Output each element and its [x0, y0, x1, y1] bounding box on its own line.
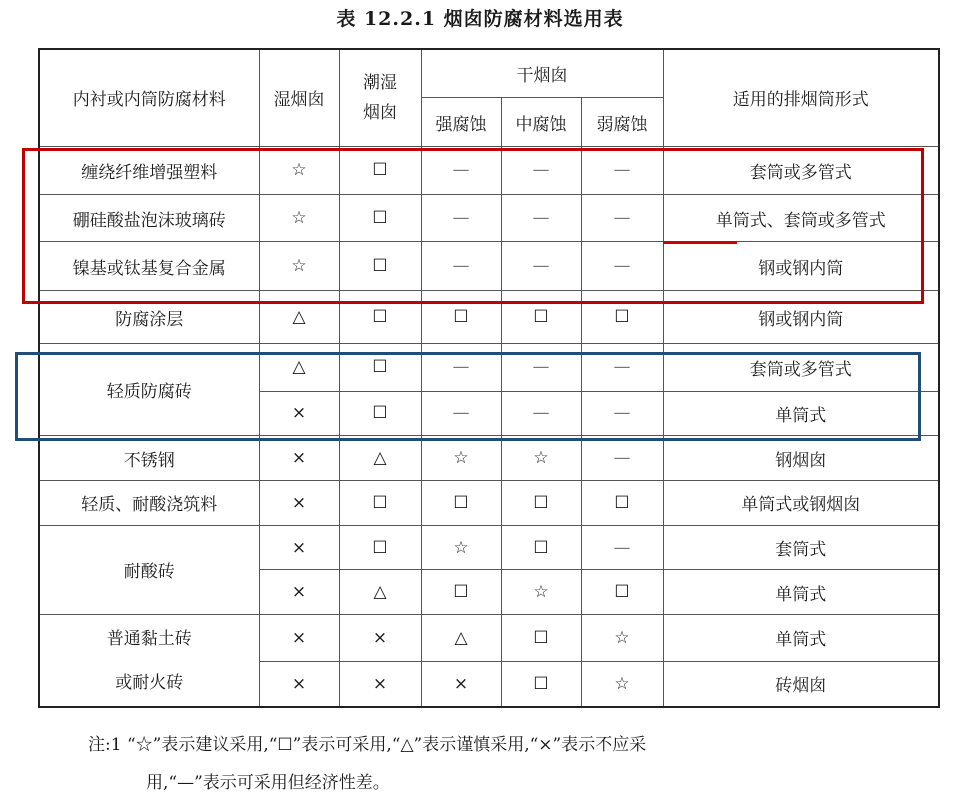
header-form: 适用的排烟筒形式: [663, 49, 939, 146]
wet-cell: ×: [259, 661, 339, 707]
medium-cell: ☆: [501, 570, 581, 615]
strong-cell: —: [421, 242, 501, 291]
humid-cell: ☐: [339, 146, 421, 194]
material-cell: 轻质、耐酸浇筑料: [39, 481, 259, 526]
form-cell: 钢或钢内筒: [663, 242, 939, 291]
material-line1: 普通黏土砖: [106, 628, 192, 649]
wet-cell: ☆: [259, 146, 339, 194]
material-cell: [39, 615, 259, 707]
medium-cell: ☐: [501, 615, 581, 662]
medium-cell: —: [501, 194, 581, 242]
header-weak: 弱腐蚀: [581, 98, 663, 147]
header-humid-line2: 烟囱: [363, 102, 397, 123]
humid-cell: ☐: [339, 391, 421, 436]
medium-cell: —: [501, 146, 581, 194]
weak-cell: ☆: [581, 615, 663, 662]
humid-cell: ☐: [339, 194, 421, 242]
table-row: [39, 436, 939, 481]
medium-cell: ☐: [501, 291, 581, 344]
red-highlight-box: [22, 148, 924, 304]
table-row: [39, 481, 939, 526]
wet-cell: ×: [259, 436, 339, 481]
weak-cell: ☐: [581, 291, 663, 344]
wet-cell: ×: [259, 525, 339, 570]
header-strong: 强腐蚀: [421, 98, 501, 147]
form-cell: 单筒式、套筒或多管式: [663, 194, 939, 242]
header-humid: [339, 49, 421, 146]
humid-cell: △: [339, 570, 421, 615]
medium-cell: ☆: [501, 436, 581, 481]
header-dry: 干烟囱: [421, 49, 663, 98]
form-cell: 钢或钢内筒: [663, 291, 939, 344]
weak-cell: —: [581, 436, 663, 481]
form-cell: 钢烟囱: [663, 436, 939, 481]
table-row: [39, 525, 939, 570]
wet-cell: ×: [259, 481, 339, 526]
strong-cell: △: [421, 615, 501, 662]
strong-cell: ☆: [421, 525, 501, 570]
table-note: [88, 726, 908, 802]
header-medium: 中腐蚀: [501, 98, 581, 147]
strong-cell: ×: [421, 661, 501, 707]
humid-cell: ☐: [339, 242, 421, 291]
medium-cell: —: [501, 242, 581, 291]
material-cell: 硼硅酸盐泡沫玻璃砖: [39, 194, 259, 242]
humid-cell: ☐: [339, 525, 421, 570]
weak-cell: —: [581, 525, 663, 570]
form-cell: 单筒式或钢烟囱: [663, 481, 939, 526]
material-line2: 或耐火砖: [115, 672, 184, 693]
humid-cell: ☐: [339, 343, 421, 391]
wet-cell: ☆: [259, 194, 339, 242]
strong-cell: ☐: [421, 291, 501, 344]
header-humid-line1: 潮湿: [363, 72, 397, 93]
strong-cell: ☐: [421, 570, 501, 615]
form-cell: 单筒式: [663, 391, 939, 436]
medium-cell: ☐: [501, 661, 581, 707]
weak-cell: ☐: [581, 570, 663, 615]
weak-cell: ☐: [581, 481, 663, 526]
table-row: [39, 615, 939, 662]
material-cell: 缠绕纤维增强塑料: [39, 146, 259, 194]
strong-cell: ☐: [421, 481, 501, 526]
wet-cell: ×: [259, 615, 339, 662]
header-material: 内衬或内筒防腐材料: [39, 49, 259, 146]
form-cell: 单筒式: [663, 570, 939, 615]
material-cell: 轻质防腐砖: [39, 343, 259, 435]
form-cell: 单筒式: [663, 615, 939, 662]
strong-cell: —: [421, 391, 501, 436]
note-line1: 注:1 “☆”表示建议采用,“☐”表示可采用,“△”表示谨慎采用,“×”表示不应采: [88, 735, 647, 755]
wet-cell: △: [259, 343, 339, 391]
medium-cell: ☐: [501, 481, 581, 526]
form-cell: 套筒式: [663, 525, 939, 570]
table-title: 表 12.2.1 烟囱防腐材料选用表: [336, 8, 624, 30]
humid-cell: ☐: [339, 481, 421, 526]
weak-cell: —: [581, 242, 663, 291]
form-cell: 套筒或多管式: [663, 146, 939, 194]
wet-cell: △: [259, 291, 339, 344]
weak-cell: —: [581, 194, 663, 242]
humid-cell: ×: [339, 615, 421, 662]
material-cell: 不锈钢: [39, 436, 259, 481]
medium-cell: —: [501, 343, 581, 391]
note-line2: 用,“—”表示可采用但经济性差。: [146, 773, 390, 793]
weak-cell: ☆: [581, 661, 663, 707]
strong-cell: —: [421, 343, 501, 391]
weak-cell: —: [581, 146, 663, 194]
strong-cell: ☆: [421, 436, 501, 481]
strong-cell: —: [421, 146, 501, 194]
wet-cell: ☆: [259, 242, 339, 291]
humid-cell: ☐: [339, 291, 421, 344]
humid-cell: △: [339, 436, 421, 481]
material-cell: 镍基或钛基复合金属: [39, 242, 259, 291]
wet-cell: ×: [259, 391, 339, 436]
blue-highlight-box: [15, 352, 921, 441]
red-underline-mark: [663, 241, 737, 244]
form-cell: 套筒或多管式: [663, 343, 939, 391]
weak-cell: —: [581, 343, 663, 391]
medium-cell: —: [501, 391, 581, 436]
wet-cell: ×: [259, 570, 339, 615]
weak-cell: —: [581, 391, 663, 436]
material-cell: 防腐涂层: [39, 291, 259, 344]
header-wet: 湿烟囱: [259, 49, 339, 146]
humid-cell: ×: [339, 661, 421, 707]
strong-cell: —: [421, 194, 501, 242]
material-cell: 耐酸砖: [39, 525, 259, 614]
medium-cell: ☐: [501, 525, 581, 570]
form-cell: 砖烟囱: [663, 661, 939, 707]
